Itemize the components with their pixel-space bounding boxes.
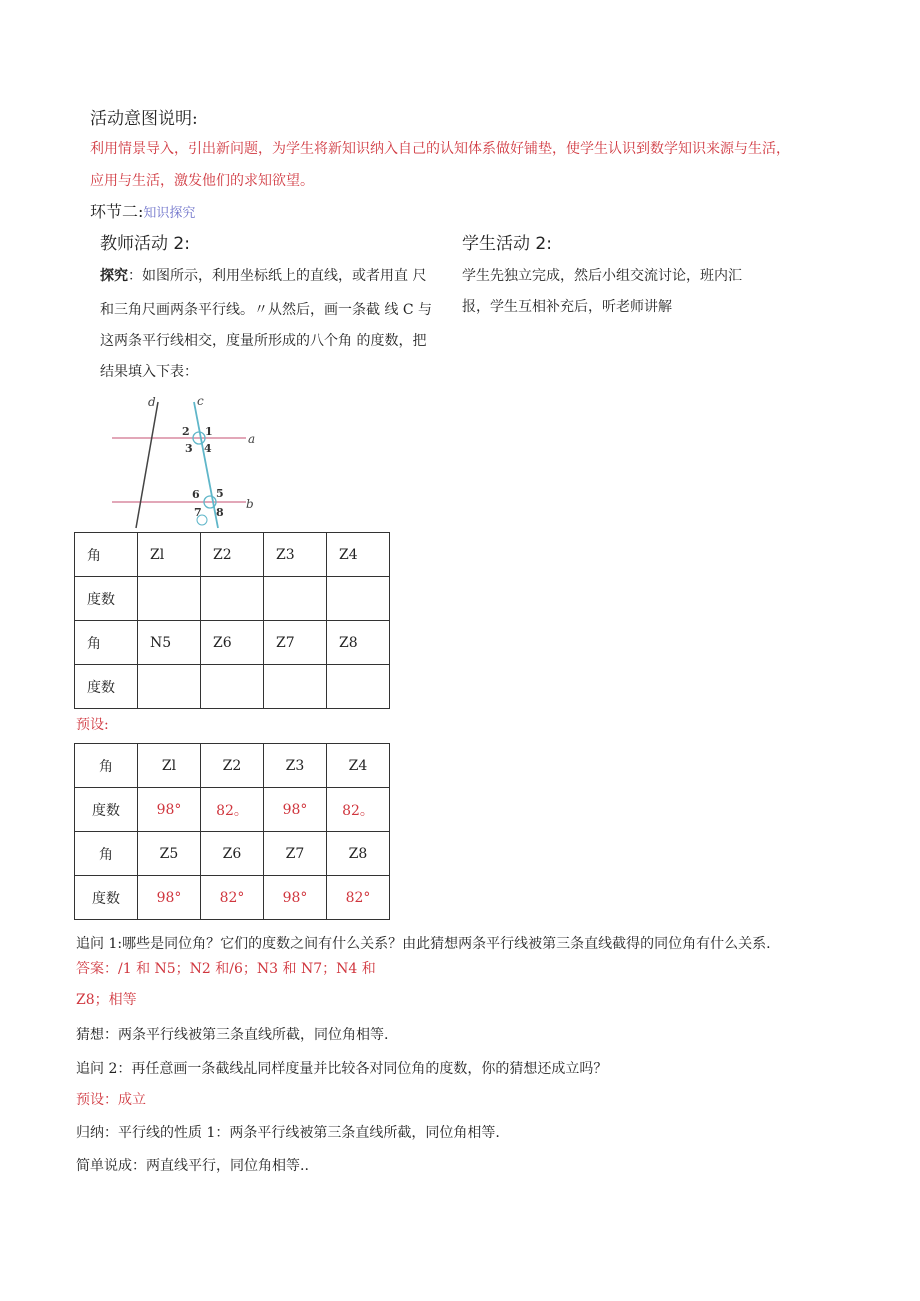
intent-line-2: 应用与生活，激发他们的求知欲望。 — [90, 173, 314, 189]
teacher-line-4: 结果填入下表： — [100, 364, 198, 380]
question-2: 追问 2：再任意画一条截线乩同样度量并比较各对同位角的度数，你的猜想还成立吗？ — [76, 1061, 608, 1077]
angle-label-7: 7 — [194, 506, 202, 519]
angle-label-4: 4 — [204, 442, 212, 455]
parallel-lines-figure — [106, 390, 266, 530]
table-cell: Z6 — [201, 832, 264, 876]
angle-table-preset — [74, 743, 390, 920]
table-cell-input[interactable] — [264, 665, 327, 709]
degree-value: 82。 — [327, 788, 390, 832]
label-b: b — [246, 497, 254, 511]
summary: 归纳：平行线的性质 1：两条平行线被第三条直线所截，同位角相等. — [76, 1125, 500, 1141]
table-cell: Z7 — [264, 832, 327, 876]
table-cell: Z5 — [138, 832, 201, 876]
degree-value: 98° — [138, 788, 201, 832]
table-cell: Zl — [138, 533, 201, 577]
table-cell: Z6 — [201, 621, 264, 665]
angle-label-8: 8 — [216, 506, 224, 519]
explore-label: 探究 — [100, 268, 128, 284]
simple-statement: 简单说成：两直线平行，同位角相等.. — [76, 1158, 309, 1174]
degree-value: 98° — [264, 876, 327, 920]
table-row — [75, 621, 390, 665]
angle-label-3: 3 — [185, 442, 193, 455]
student-line-1: 学生先独立完成，然后小组交流讨论，班内汇 — [462, 268, 742, 284]
angle-table-blank — [74, 532, 390, 709]
preset-2: 预设：成立 — [76, 1092, 146, 1108]
table-cell-input[interactable] — [138, 577, 201, 621]
answer-1-line-2: Z8；相等 — [76, 992, 137, 1008]
table-row — [75, 876, 390, 920]
table-cell: N5 — [138, 621, 201, 665]
angle-label-6: 6 — [192, 488, 200, 501]
table-cell: 度数 — [75, 788, 138, 832]
table-cell: Z4 — [327, 744, 390, 788]
table-cell-input[interactable] — [201, 577, 264, 621]
degree-value: 82。 — [201, 788, 264, 832]
table-cell: Z8 — [327, 832, 390, 876]
angle-label-5: 5 — [216, 487, 224, 500]
degree-value: 82° — [201, 876, 264, 920]
table-cell: Z8 — [327, 621, 390, 665]
section-title: 知识探究 — [143, 206, 196, 221]
preset-label: 预设: — [76, 717, 109, 733]
table-cell: 角 — [75, 832, 138, 876]
teacher-line-2: 和三角尺画两条平行线。〃从然后，画一条截 线 C 与 — [100, 302, 433, 318]
conjecture-text: ：两条平行线被第三条直线所截，同位角相等. — [104, 1027, 389, 1043]
table-cell-input[interactable] — [138, 665, 201, 709]
table-row — [75, 832, 390, 876]
answer-1-line-1: 答案：/1 和 N5；N2 和/6；N3 和 N7；N4 和 — [76, 961, 376, 977]
conjecture-label: 猜想 — [76, 1027, 104, 1043]
table-cell-input[interactable] — [201, 665, 264, 709]
table-cell: 角 — [75, 621, 138, 665]
angle-label-1: 1 — [205, 425, 213, 438]
table-cell: 度数 — [75, 876, 138, 920]
table-cell: Z7 — [264, 621, 327, 665]
table-row — [75, 577, 390, 621]
teacher-heading: 教师活动 2: — [100, 234, 190, 254]
intent-heading: 活动意图说明: — [90, 109, 198, 129]
table-cell: 角 — [75, 533, 138, 577]
table-cell: Z2 — [201, 744, 264, 788]
table-row — [75, 533, 390, 577]
table-row — [75, 665, 390, 709]
angle-label-2: 2 — [182, 425, 190, 438]
table-cell: 度数 — [75, 577, 138, 621]
table-cell: 度数 — [75, 665, 138, 709]
table-cell: Zl — [138, 744, 201, 788]
table-cell-input[interactable] — [327, 665, 390, 709]
section-heading — [90, 199, 195, 222]
label-a: a — [248, 432, 256, 446]
degree-value: 82° — [327, 876, 390, 920]
table-cell: 角 — [75, 744, 138, 788]
teacher-line-1-text: ：如图所示，利用坐标纸上的直线，或者用直 尺 — [128, 268, 427, 284]
table-cell-input[interactable] — [327, 577, 390, 621]
table-cell: Z4 — [327, 533, 390, 577]
degree-value: 98° — [264, 788, 327, 832]
table-cell: Z3 — [264, 744, 327, 788]
line-d — [136, 402, 158, 528]
degree-value: 98° — [138, 876, 201, 920]
intent-line-1: 利用情景导入，引出新问题，为学生将新知识纳入自己的认知体系做好铺垫，使学生认识到数学知识来源与生活， — [90, 141, 790, 157]
table-cell: Z3 — [264, 533, 327, 577]
conjecture — [76, 1024, 388, 1044]
student-line-2: 报，学生互相补充后，听老师讲解 — [462, 299, 672, 315]
label-c: c — [197, 394, 204, 408]
teacher-line-1 — [100, 265, 426, 285]
student-heading: 学生活动 2: — [462, 234, 552, 254]
table-row — [75, 788, 390, 832]
table-cell-input[interactable] — [264, 577, 327, 621]
table-row — [75, 744, 390, 788]
teacher-line-3: 这两条平行线相交，度量所形成的八个角 的度数，把 — [100, 333, 427, 349]
label-d: d — [148, 395, 156, 409]
table-cell: Z2 — [201, 533, 264, 577]
section-label: 环节二: — [90, 202, 144, 221]
question-1: 追问 1:哪些是同位角？它们的度数之间有什么关系？由此猜想两条平行线被第三条直线截得的同位角有什么关系. — [76, 936, 771, 952]
